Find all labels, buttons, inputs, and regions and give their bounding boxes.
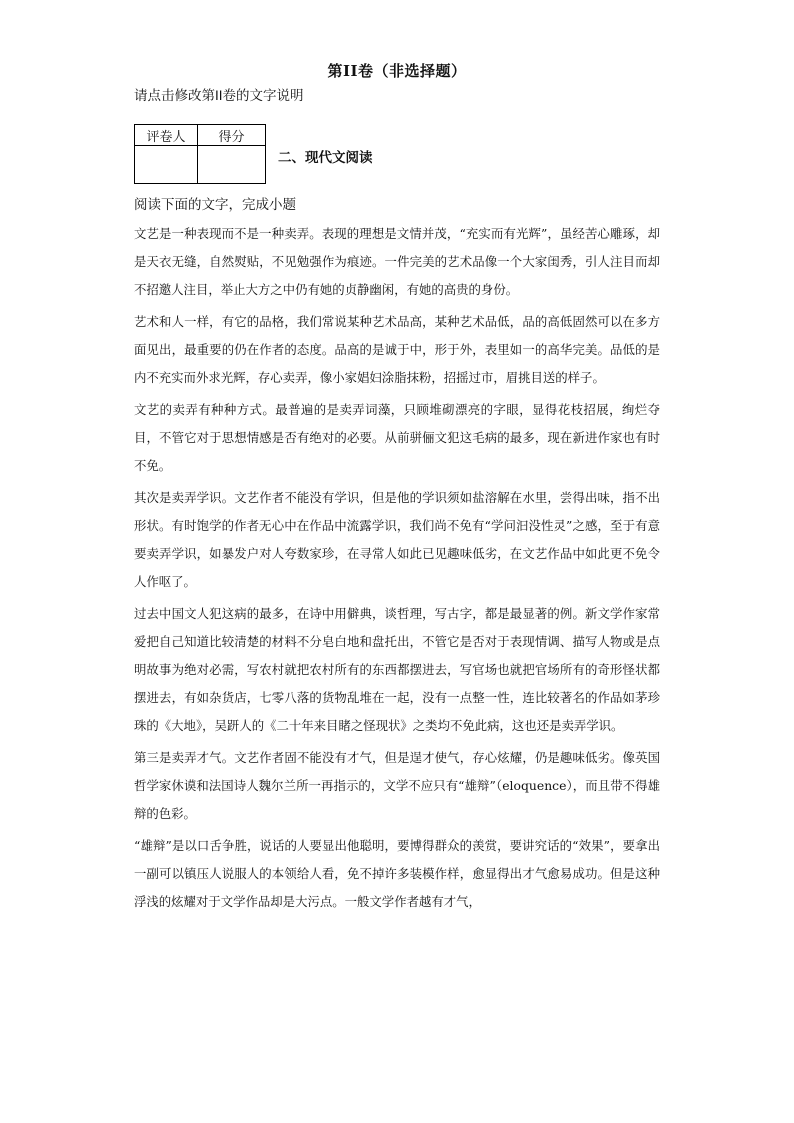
passage-paragraph: 其次是卖弄学识。文艺作者不能没有学识，但是他的学识须如盐溶解在水里，尝得出味，指不出形状。有时饱学的作者无心中在作品中流露学识，我们尚不免有“学问汩没性灵”之感，至于有意要卖弄学识，如暴发户对人夸数家珍，在寻常人如此已见趣味低劣，在文艺作品中如此更不免令人作呕了。 (134, 490, 660, 589)
page-title: 第II卷（非选择题） (327, 62, 467, 80)
passage-paragraph: 文艺的卖弄有种种方式。最普遍的是卖弄词藻，只顾堆砌漂亮的字眼，显得花枝招展，绚烂夺目，不管它对于思想情感是否有绝对的必要。从前骈俪文犯这毛病的最多，现在新进作家也有时不免。 (134, 402, 660, 473)
score-table-cell-grader (135, 146, 198, 184)
score-table-cell-score (198, 146, 266, 184)
reading-passage (134, 220, 660, 920)
passage-paragraph: 艺术和人一样，有它的品格，我们常说某种艺术品高，某种艺术品低，品的高低固然可以在多方面见出，最重要的仍在作者的态度。品高的是诚于中，形于外，表里如一的高华完美。品低的是内不充实而外求光辉，存心卖弄，像小家娼妇涂脂抹粉，招摇过市，眉挑目送的样子。 (134, 314, 660, 385)
score-table-header-score: 得分 (198, 125, 266, 146)
passage-paragraph: 过去中国文人犯这病的最多，在诗中用僻典，谈哲理，写古字，都是最显著的例。新文学作家常爱把自己知道比较清楚的材料不分皂白地和盘托出，不管它是否对于表现情调、描写人物或是点明故事为绝对必需，写农村就把农村所有的东西都摆进去，写官场也就把官场所有的奇形怪状都摆进去，有如杂货店，七零八落的货物乱堆在一起，没有一点整一性，连比较著名的作品如茅珍珠的《大地》，吴趼人的《二十年来目睹之怪现状》之类均不免此病，这也还是卖弄学识。 (134, 606, 660, 733)
section-instruction: 请点击修改第II卷的文字说明 (134, 88, 304, 103)
passage-paragraph: “雄辩”是以口舌争胜，说话的人要显出他聪明，要博得群众的羡赏，要讲究话的“效果”，要拿出一副可以镇压人说服人的本领给人看，免不掉许多装模作样，愈显得出才气愈易成功。但是这种浮浅的炫耀对于文学作品却是大污点。一般文学作者越有才气， (134, 838, 660, 909)
score-table-header-grader: 评卷人 (135, 125, 198, 146)
score-table (134, 124, 266, 184)
section-heading: 二、现代文阅读 (278, 150, 373, 166)
reading-instruction: 阅读下面的文字，完成小题 (134, 197, 296, 212)
passage-paragraph: 第三是卖弄才气。文艺作者固不能没有才气，但是逞才使气，存心炫耀，仍是趣味低劣。像英国哲学家休谟和法国诗人魏尔兰所一再指示的，文学不应只有“雄辩”（eloquence），而且带不得雄辩的色彩。 (134, 750, 660, 821)
passage-paragraph: 文艺是一种表现而不是一种卖弄。表现的理想是文情并茂，“充实而有光辉”，虽经苦心雕琢，却是天衣无缝，自然熨贴，不见勉强作为痕迹。一件完美的艺术品像一个大家闺秀，引人注目而却不招邀人注目，举止大方之中仍有她的贞静幽闲，有她的高贵的身份。 (134, 226, 660, 297)
